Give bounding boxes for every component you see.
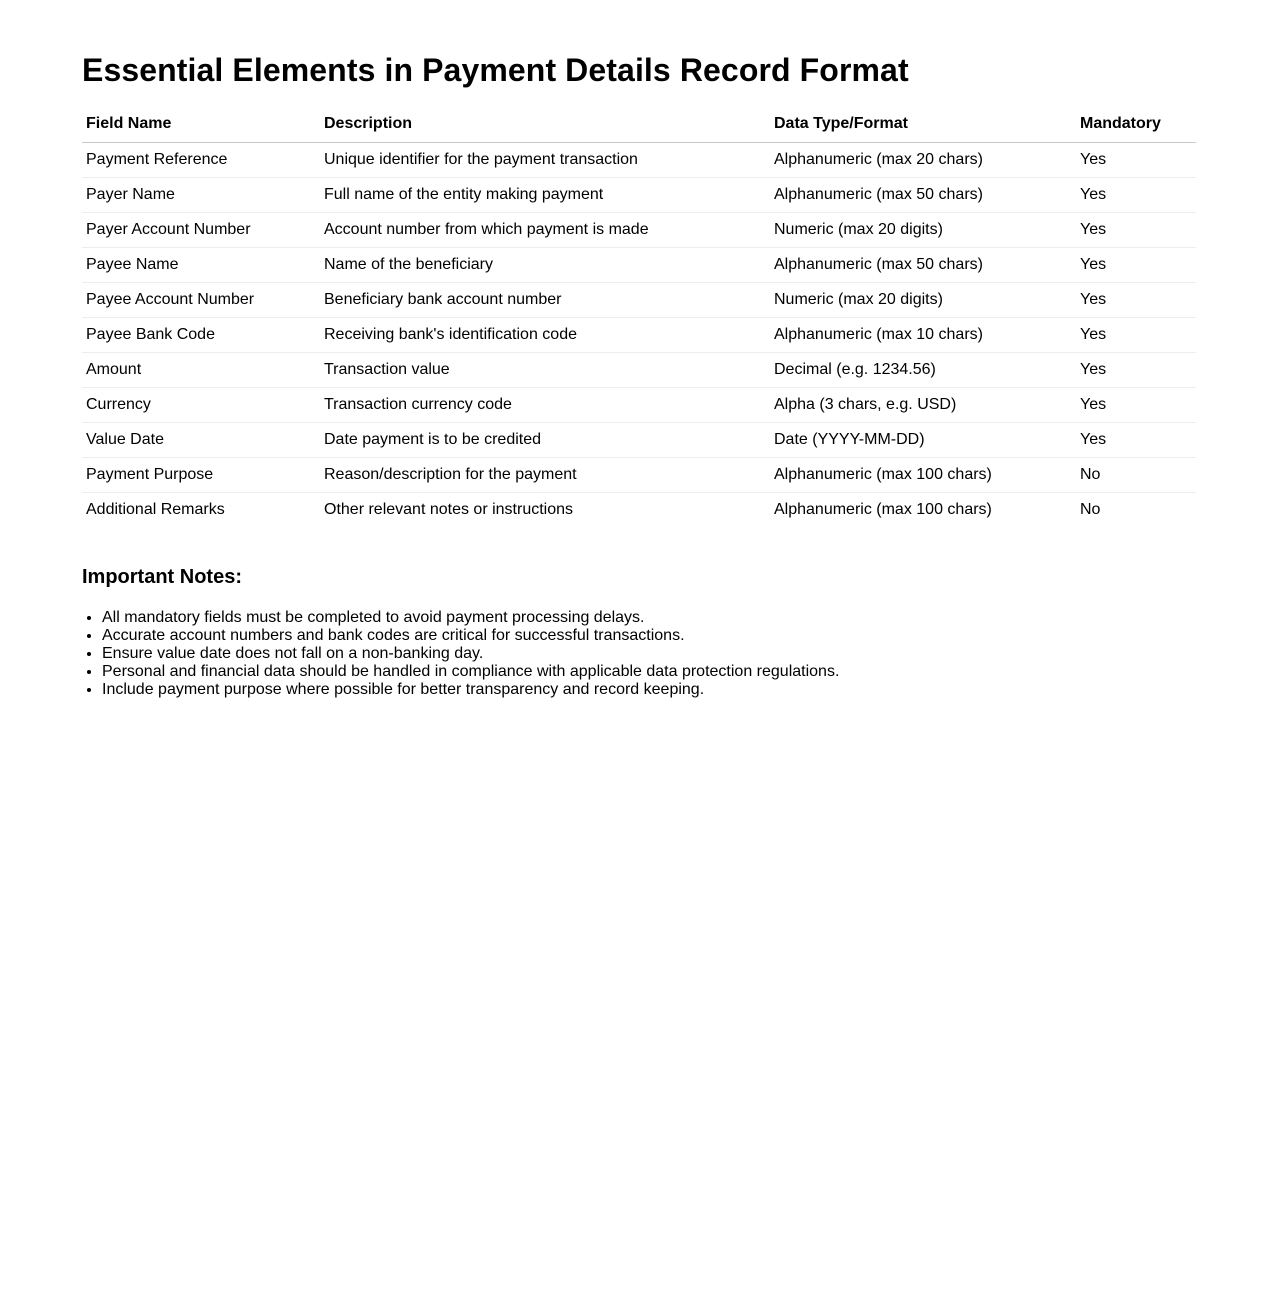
cell-description: Receiving bank's identification code (320, 318, 770, 353)
header-mandatory: Mandatory (1076, 107, 1196, 143)
header-description: Description (320, 107, 770, 143)
table-row (82, 388, 1196, 423)
table-row (82, 283, 1196, 318)
list-item: • Accurate account numbers and bank codes are critical for successful transactions. (102, 627, 1196, 645)
cell-mandatory: Yes (1076, 353, 1196, 388)
cell-data-type: Alphanumeric (max 20 chars) (770, 143, 1076, 178)
cell-data-type: Alpha (3 chars, e.g. USD) (770, 388, 1076, 423)
header-data-type: Data Type/Format (770, 107, 1076, 143)
cell-field-name: Payment Reference (82, 143, 320, 178)
table-header-row (82, 107, 1196, 143)
table-row (82, 248, 1196, 283)
table-row (82, 458, 1196, 493)
notes-list (82, 609, 1196, 699)
cell-data-type: Alphanumeric (max 50 chars) (770, 178, 1076, 213)
table-row (82, 318, 1196, 353)
cell-field-name: Payer Name (82, 178, 320, 213)
cell-description: Full name of the entity making payment (320, 178, 770, 213)
cell-description: Transaction currency code (320, 388, 770, 423)
cell-data-type: Date (YYYY-MM-DD) (770, 423, 1076, 458)
list-item: • Personal and financial data should be handled in compliance with applicable data protection regulations. (102, 663, 1196, 681)
cell-mandatory: Yes (1076, 248, 1196, 283)
cell-description: Name of the beneficiary (320, 248, 770, 283)
table-row (82, 423, 1196, 458)
cell-data-type: Alphanumeric (max 10 chars) (770, 318, 1076, 353)
cell-field-name: Payee Name (82, 248, 320, 283)
cell-data-type: Decimal (e.g. 1234.56) (770, 353, 1076, 388)
notes-heading: Important Notes: (82, 566, 242, 588)
table-row (82, 143, 1196, 178)
cell-data-type: Alphanumeric (max 100 chars) (774, 501, 992, 518)
list-item: • Ensure value date does not fall on a non-banking day. (102, 645, 1196, 663)
table-row (82, 493, 1196, 528)
cell-description: Reason/description for the payment (320, 458, 770, 493)
cell-description: Transaction value (320, 353, 770, 388)
payment-fields-table (82, 107, 1196, 527)
cell-mandatory: Yes (1076, 178, 1196, 213)
page-title: Essential Elements in Payment Details Record Format (82, 52, 909, 88)
cell-data-type: Alphanumeric (max 50 chars) (770, 248, 1076, 283)
cell-field-name: Value Date (82, 423, 320, 458)
cell-description: Unique identifier for the payment transaction (320, 143, 770, 178)
cell-field-name: Payer Account Number (82, 213, 320, 248)
cell-field-name: Payment Purpose (82, 458, 320, 493)
table-row (82, 353, 1196, 388)
cell-mandatory: No (1080, 501, 1101, 518)
cell-field-name: Additional Remarks (86, 501, 225, 518)
cell-mandatory: Yes (1076, 143, 1196, 178)
cell-mandatory: Yes (1076, 283, 1196, 318)
cell-data-type: Numeric (max 20 digits) (770, 213, 1076, 248)
cell-data-type: Numeric (max 20 digits) (770, 283, 1076, 318)
cell-description: Other relevant notes or instructions (324, 501, 574, 518)
table-row (82, 178, 1196, 213)
cell-description: Date payment is to be credited (320, 423, 770, 458)
cell-field-name: Payee Account Number (82, 283, 320, 318)
cell-mandatory: Yes (1076, 388, 1196, 423)
cell-description: Beneficiary bank account number (320, 283, 770, 318)
cell-field-name: Payee Bank Code (82, 318, 320, 353)
list-item: • Include payment purpose where possible for better transparency and record keeping. (102, 681, 1196, 699)
cell-mandatory: Yes (1076, 213, 1196, 248)
list-item: • All mandatory fields must be completed to avoid payment processing delays. (102, 609, 1196, 627)
cell-field-name: Amount (82, 353, 320, 388)
cell-field-name: Currency (82, 388, 320, 423)
cell-description: Account number from which payment is made (320, 213, 770, 248)
cell-mandatory: Yes (1076, 318, 1196, 353)
header-field-name: Field Name (82, 107, 320, 143)
table-row (82, 213, 1196, 248)
cell-mandatory: Yes (1076, 423, 1196, 458)
cell-data-type: Alphanumeric (max 100 chars) (770, 458, 1076, 493)
cell-mandatory: No (1076, 458, 1196, 493)
